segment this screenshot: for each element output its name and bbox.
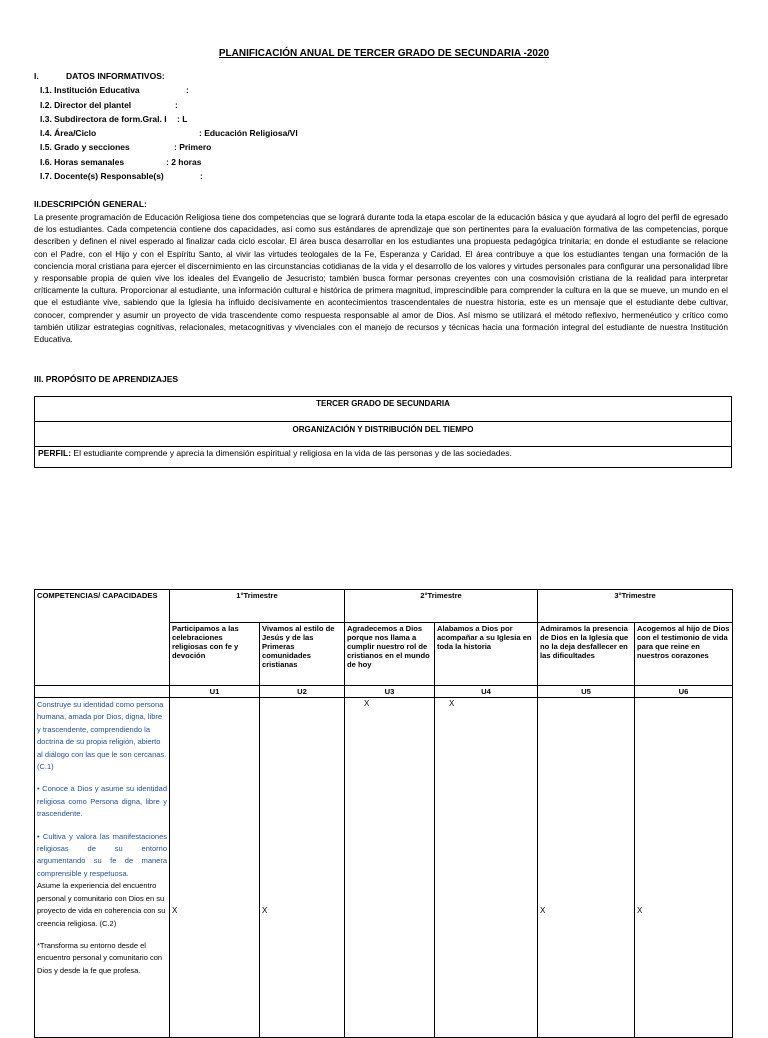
x-mark: X — [262, 906, 268, 915]
descripcion-title: II.DESCRIPCIÓN GENERAL: — [34, 199, 147, 209]
capacidad-3: *Transforma su entorno desde el encuentro personal y comunitario con Dios y desde la fe que profesa. — [37, 940, 163, 975]
capacidad-1: • Conoce a Dios y asume su identidad religiosa como Persona digna, libre y trascendente. — [37, 784, 167, 819]
perfil-text: El estudiante comprende y aprecia la dimensión espiritual y religiosa en la vida de las personas y de las sociedades. — [71, 448, 512, 458]
datos-item-value: : Educación Religiosa/VI — [199, 128, 298, 139]
page-title: PLANIFICACIÓN ANUAL DE TERCER GRADO DE SECUNDARIA -2020 — [218, 48, 550, 59]
comp-header: COMPETENCIAS/ CAPACIDADES — [35, 590, 170, 686]
unidad-titulo: Agradecemos a Dios porque nos llama a cumplir nuestro rol de cristianos en el mundo de hoy — [345, 623, 435, 686]
unidad-codigo: U4 — [435, 686, 538, 698]
competencias-row — [35, 698, 733, 1038]
unidad-codigo: U6 — [635, 686, 733, 698]
proposito-title: III. PROPÓSITO DE APRENDIZAJES — [34, 374, 179, 384]
datos-item-label: I.1. Institución Educativa — [40, 85, 140, 96]
x-mark: X — [449, 699, 455, 708]
trimestre-1: 1°Trimestre — [170, 590, 345, 623]
datos-item-label: I.2. Director del plantel — [40, 99, 132, 110]
datos-item-label: I.3. Subdirectora de form.Gral. I — [40, 113, 167, 124]
datos-item-label: I.7. Docente(s) Responsable(s) — [40, 171, 164, 182]
datos-item-label: I.4. Área/Ciclo — [40, 128, 97, 139]
unidad-titulo: Participamos a las celebraciones religiosas con fe y devoción — [170, 623, 260, 686]
grado-heading: TERCER GRADO DE SECUNDARIA — [35, 397, 731, 422]
competencias-table — [34, 589, 733, 1038]
unidad-titulo: Alabamos a Dios por acompañar a su Iglesia en toda la historia — [435, 623, 538, 686]
unidad-codigo: U5 — [538, 686, 635, 698]
descripcion-text: La presente programación de Educación Religiosa tiene dos competencias que se logrará durante toda la etapa escolar de la educación básica y que ayudará al logro del perfil de egresado de los estudiantes. Cada competencia contiene dos capacidades, así como sus estándares de aprendizaje que son pertinentes para la evaluación formativa de las competencias, porque describen y definen el nivel esperado al finalizar cada ciclo escolar. El área busca desarrollar en los estudiantes una propuesta pedagógica trinitaria; en donde el estudiante se relacione con el Padre, con el Hijo y con el Espíritu Santo, al vivir las virtudes teologales de la Fe, Esperanza y Caridad. El área contribuye a que los estudiantes tengan una formación de la conciencia moral cristiana para ejercer el discernimiento en las circunstancias cotidianas de la vida y el desarrollo de los valores y virtudes personales para configurar una personalidad libre y responsable propia de quien vive los ideales del Evangelio de Jesucristo; también busca formar personas creyentes con una cosmovisión cristiana de la realidad para interpretar críticamente la cultura. Proporcionar al estudiante, una información cultural e histórica de primera magnitud, imprescindible para comprender la cultura en la que se mueve, un mundo en el que el estudiante vive, sabiendo que la Iglesia ha influido decisivamente en acontecimientos trascendentales de nuestra historia, este es un mensaje que el estudiante debe cultivar, conocer, comprender y asumir un proyecto de vida trascendente como respuesta responsable al amor de Dios. Así mismo se utilizará el método reflexivo, hermenéutico y crítico como también utilizar estrategias cognitivas, relacionales, metacognitivas y vivenciales con el manejo de recursos y técnicas hacia una formación integral del estudiante de nuestra Institución Educativa. — [34, 212, 728, 345]
datos-item-label: I.5. Grado y secciones — [40, 142, 130, 153]
competencia-2: Asume la experiencia del encuentro personal y comunitario con Dios en su proyecto de vida en coherencia con su creencia religiosa. (C.2) — [37, 881, 166, 928]
datos-item-value: : L — [177, 113, 188, 124]
u4-cell — [435, 698, 538, 1038]
unidad-titulo: Admiramos la presencia de Dios en la Iglesia que no la deja desfallecer en las dificultades — [538, 623, 635, 686]
organizacion-heading: ORGANIZACIÓN Y DISTRIBUCIÓN DEL TIEMPO — [35, 422, 731, 447]
u5-cell — [538, 698, 635, 1038]
x-mark: X — [637, 906, 643, 915]
x-mark: X — [364, 699, 370, 708]
header-row-codigos — [35, 686, 733, 698]
trimestre-2: 2°Trimestre — [345, 590, 538, 623]
unidad-titulo: Acogemos al hijo de Dios con el testimonio de vida para que reine en nuestros corazones — [635, 623, 733, 686]
datos-item-label: I.6. Horas semanales — [40, 156, 125, 167]
datos-item-value: : — [175, 99, 178, 110]
empty-cell — [35, 686, 170, 698]
perfil-label: PERFIL: — [38, 448, 72, 458]
u6-cell — [635, 698, 733, 1038]
perfil-row — [35, 447, 731, 459]
x-mark: X — [172, 906, 178, 915]
unidad-codigo: U1 — [170, 686, 260, 698]
datos-item-value: : 2 horas — [166, 156, 202, 167]
datos-item-value: : Primero — [174, 142, 212, 153]
unidad-codigo: U3 — [345, 686, 435, 698]
u3-cell — [345, 698, 435, 1038]
proposito-box — [34, 396, 732, 468]
datos-numeral: I. — [34, 71, 39, 81]
header-row-trimestres — [35, 590, 733, 623]
competencias-cell — [35, 698, 170, 1038]
competencia-1: Construye su identidad como persona humana, amada por Dios, digna, libre y trascendente, comprendiendo la doctrina de su propia religión, abierto al diálogo con las que le son cercanas. (C.1) — [37, 700, 167, 772]
datos-heading: DATOS INFORMATIVOS: — [66, 71, 165, 81]
x-mark: X — [540, 906, 546, 915]
capacidad-2: • Cultiva y valora las manifestaciones religiosas de su entorno argumentando su fe de manera comprensible y respetuosa. — [37, 831, 167, 878]
trimestre-3: 3°Trimestre — [538, 590, 733, 623]
datos-item-value: : — [200, 171, 203, 182]
datos-item-value: : — [186, 85, 189, 96]
unidad-titulo: Vivamos al estilo de Jesús y de las Primeras comunidades cristianas — [260, 623, 345, 686]
u1-cell — [170, 698, 260, 1038]
unidad-codigo: U2 — [260, 686, 345, 698]
u2-cell — [260, 698, 345, 1038]
